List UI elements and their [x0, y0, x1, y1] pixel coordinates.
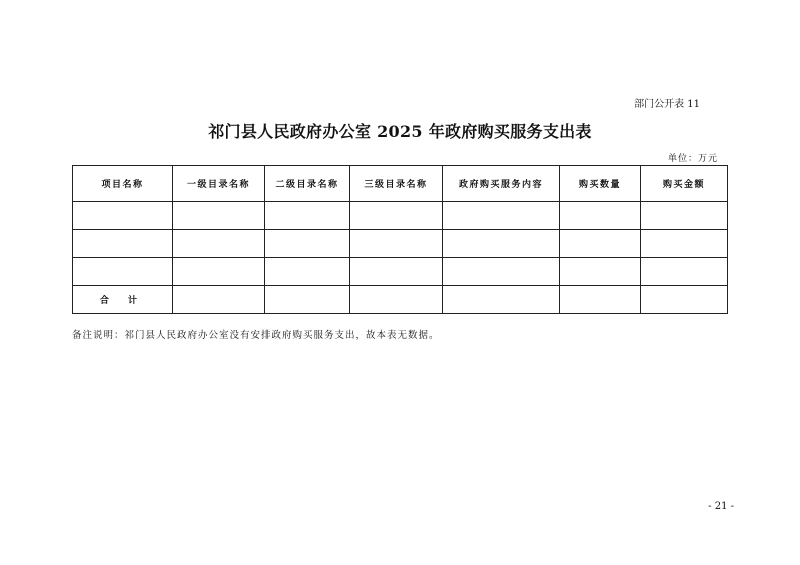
table-cell — [350, 258, 443, 286]
column-header-service-content: 政府购买服务内容 — [443, 166, 560, 202]
unit-label: 单位：万元 — [667, 154, 718, 164]
table-cell — [265, 258, 350, 286]
table-cell — [443, 202, 560, 230]
remark-note: 备注说明：祁门县人民政府办公室没有安排政府购买服务支出，故本表无数据。 — [72, 330, 440, 341]
table-cell — [641, 286, 728, 314]
table-cell — [265, 286, 350, 314]
table-cell — [73, 230, 173, 258]
table-cell — [350, 230, 443, 258]
table-cell — [173, 286, 265, 314]
page-number: - 21 - — [708, 501, 734, 512]
table-cell — [265, 202, 350, 230]
table-cell — [173, 258, 265, 286]
table-cell — [443, 286, 560, 314]
column-header-level2-catalog: 二级目录名称 — [265, 166, 350, 202]
table-row — [73, 258, 728, 286]
table-header-row — [73, 166, 728, 202]
table-cell — [350, 202, 443, 230]
table-cell — [560, 230, 641, 258]
table-cell — [173, 202, 265, 230]
table-cell — [73, 202, 173, 230]
table-cell — [173, 230, 265, 258]
table-row — [73, 202, 728, 230]
column-header-amount: 购买金额 — [641, 166, 728, 202]
table-cell — [443, 258, 560, 286]
table-cell — [560, 258, 641, 286]
column-header-level3-catalog: 三级目录名称 — [350, 166, 443, 202]
table-cell — [560, 286, 641, 314]
column-header-level1-catalog: 一级目录名称 — [173, 166, 265, 202]
table-cell — [641, 202, 728, 230]
column-header-quantity: 购买数量 — [560, 166, 641, 202]
total-label: 合 计 — [73, 286, 173, 314]
table-cell — [350, 286, 443, 314]
table-cell — [641, 230, 728, 258]
purchase-services-table — [72, 165, 728, 314]
table-row — [73, 230, 728, 258]
total-row — [73, 286, 728, 314]
page-title: 祁门县人民政府办公室 2025 年政府购买服务支出表 — [208, 122, 592, 141]
table-number: 部门公开表 11 — [634, 99, 700, 110]
table-cell — [265, 230, 350, 258]
table-cell — [641, 258, 728, 286]
table-cell — [443, 230, 560, 258]
table-cell — [560, 202, 641, 230]
table-cell — [73, 258, 173, 286]
column-header-project-name: 项目名称 — [73, 166, 173, 202]
